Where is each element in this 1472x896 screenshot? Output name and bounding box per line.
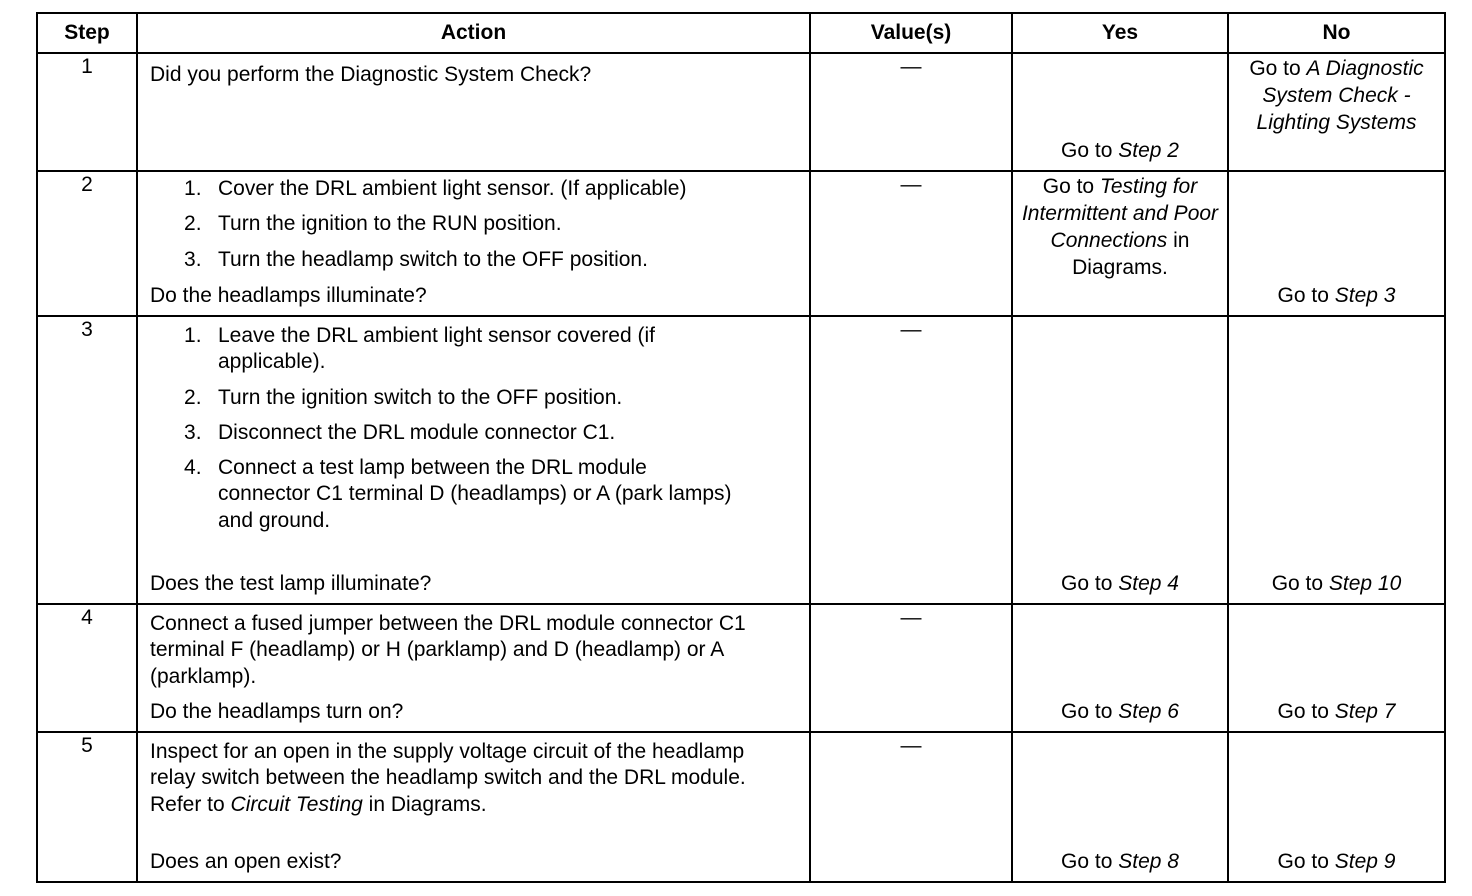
action-question: Do the headlamps turn on? — [150, 699, 404, 723]
yes-cell — [1012, 732, 1228, 882]
step-number: 2 — [37, 171, 137, 316]
table-row — [37, 604, 1445, 732]
no-prefix: Go to — [1271, 571, 1329, 595]
value-cell: — — [810, 316, 1012, 604]
yes-text — [1013, 699, 1227, 725]
no-text — [1229, 54, 1444, 137]
header-no: No — [1228, 13, 1445, 53]
no-link[interactable]: Step 10 — [1328, 571, 1402, 595]
yes-link[interactable]: Step 6 — [1118, 699, 1179, 723]
action-step-item: Turn the ignition switch to the OFF position. — [218, 385, 623, 409]
no-text — [1229, 849, 1444, 875]
header-yes: Yes — [1012, 13, 1228, 53]
header-action: Action — [137, 13, 810, 53]
action-cell — [137, 604, 810, 732]
yes-cell — [1012, 604, 1228, 732]
instruction-suffix: in Diagrams. — [362, 792, 487, 816]
no-cell — [1228, 316, 1445, 604]
no-prefix: Go to — [1277, 849, 1335, 873]
step-number: 4 — [37, 604, 137, 732]
no-link[interactable]: A Diagnostic System Check - Lighting Systems — [1256, 57, 1424, 134]
yes-text — [1013, 138, 1227, 164]
no-cell — [1228, 53, 1445, 171]
no-text — [1229, 699, 1444, 725]
action-question: Does an open exist? — [150, 849, 342, 873]
no-link[interactable]: Step 9 — [1334, 849, 1396, 873]
step-number: 1 — [37, 53, 137, 171]
yes-text — [1013, 571, 1227, 597]
no-cell — [1228, 604, 1445, 732]
table-row — [37, 171, 1445, 316]
yes-prefix: Go to — [1042, 175, 1100, 198]
no-cell — [1228, 171, 1445, 316]
action-question: Do the headlamps illuminate? — [150, 283, 427, 307]
instruction-link[interactable]: Circuit Testing — [230, 792, 363, 816]
yes-cell — [1012, 316, 1228, 604]
action-instruction — [150, 739, 790, 818]
action-instruction: Connect a fused jumper between the DRL module connector C1 terminal F (headlamp) or H (parklamp) and D (headlamp) or A (parklamp). — [150, 612, 746, 688]
yes-link[interactable]: Testing for Intermittent and Poor Connections — [1021, 175, 1219, 252]
action-cell — [137, 171, 810, 316]
no-text — [1229, 283, 1444, 309]
yes-text — [1013, 849, 1227, 875]
action-cell — [137, 53, 810, 171]
value-cell: — — [810, 171, 1012, 316]
no-link[interactable]: Step 7 — [1334, 699, 1396, 723]
value-cell: — — [810, 604, 1012, 732]
action-step-item: Turn the headlamp switch to the OFF position. — [218, 247, 648, 271]
yes-prefix: Go to — [1061, 571, 1119, 595]
yes-cell — [1012, 171, 1228, 316]
yes-link[interactable]: Step 4 — [1118, 571, 1179, 595]
yes-link[interactable]: Step 2 — [1118, 138, 1179, 162]
action-steps — [150, 323, 797, 534]
action-steps — [150, 176, 797, 273]
table-row — [37, 53, 1445, 171]
yes-cell — [1012, 53, 1228, 171]
yes-suffix: in Diagrams. — [1072, 228, 1190, 279]
yes-prefix: Go to — [1061, 849, 1119, 873]
step-number: 5 — [37, 732, 137, 882]
action-step-item: Connect a test lamp between the DRL module connector C1 terminal D (headlamps) or A (park lamps) and ground. — [218, 456, 732, 532]
diagnostic-table — [36, 12, 1446, 883]
instruction-text: Inspect for an open in the supply voltage circuit of the headlamp relay switch between the headlamp switch and the DRL module. Refer to — [150, 740, 746, 816]
yes-text — [1013, 172, 1227, 282]
no-text — [1229, 571, 1444, 597]
no-cell — [1228, 732, 1445, 882]
no-link[interactable]: Step 3 — [1334, 283, 1396, 307]
yes-prefix: Go to — [1061, 699, 1119, 723]
action-cell — [137, 316, 810, 604]
header-values: Value(s) — [810, 13, 1012, 53]
table-header-row — [37, 13, 1445, 53]
action-step-item: Leave the DRL ambient light sensor covered (if applicable). — [218, 324, 655, 374]
no-prefix: Go to — [1277, 699, 1335, 723]
action-step-item: Disconnect the DRL module connector C1. — [218, 420, 616, 444]
header-step: Step — [37, 13, 137, 53]
step-number: 3 — [37, 316, 137, 604]
action-step-item: Cover the DRL ambient light sensor. (If applicable) — [218, 177, 687, 200]
action-cell — [137, 732, 810, 882]
yes-link[interactable]: Step 8 — [1118, 849, 1179, 873]
table-row — [37, 316, 1445, 604]
no-prefix: Go to — [1249, 57, 1307, 80]
value-cell: — — [810, 53, 1012, 171]
action-question: Did you perform the Diagnostic System Check? — [150, 63, 592, 86]
action-step-item: Turn the ignition to the RUN position. — [218, 212, 562, 236]
action-question: Does the test lamp illuminate? — [150, 571, 432, 595]
table-row — [37, 732, 1445, 882]
value-cell: — — [810, 732, 1012, 882]
no-prefix: Go to — [1277, 283, 1335, 307]
yes-prefix: Go to — [1061, 138, 1119, 162]
